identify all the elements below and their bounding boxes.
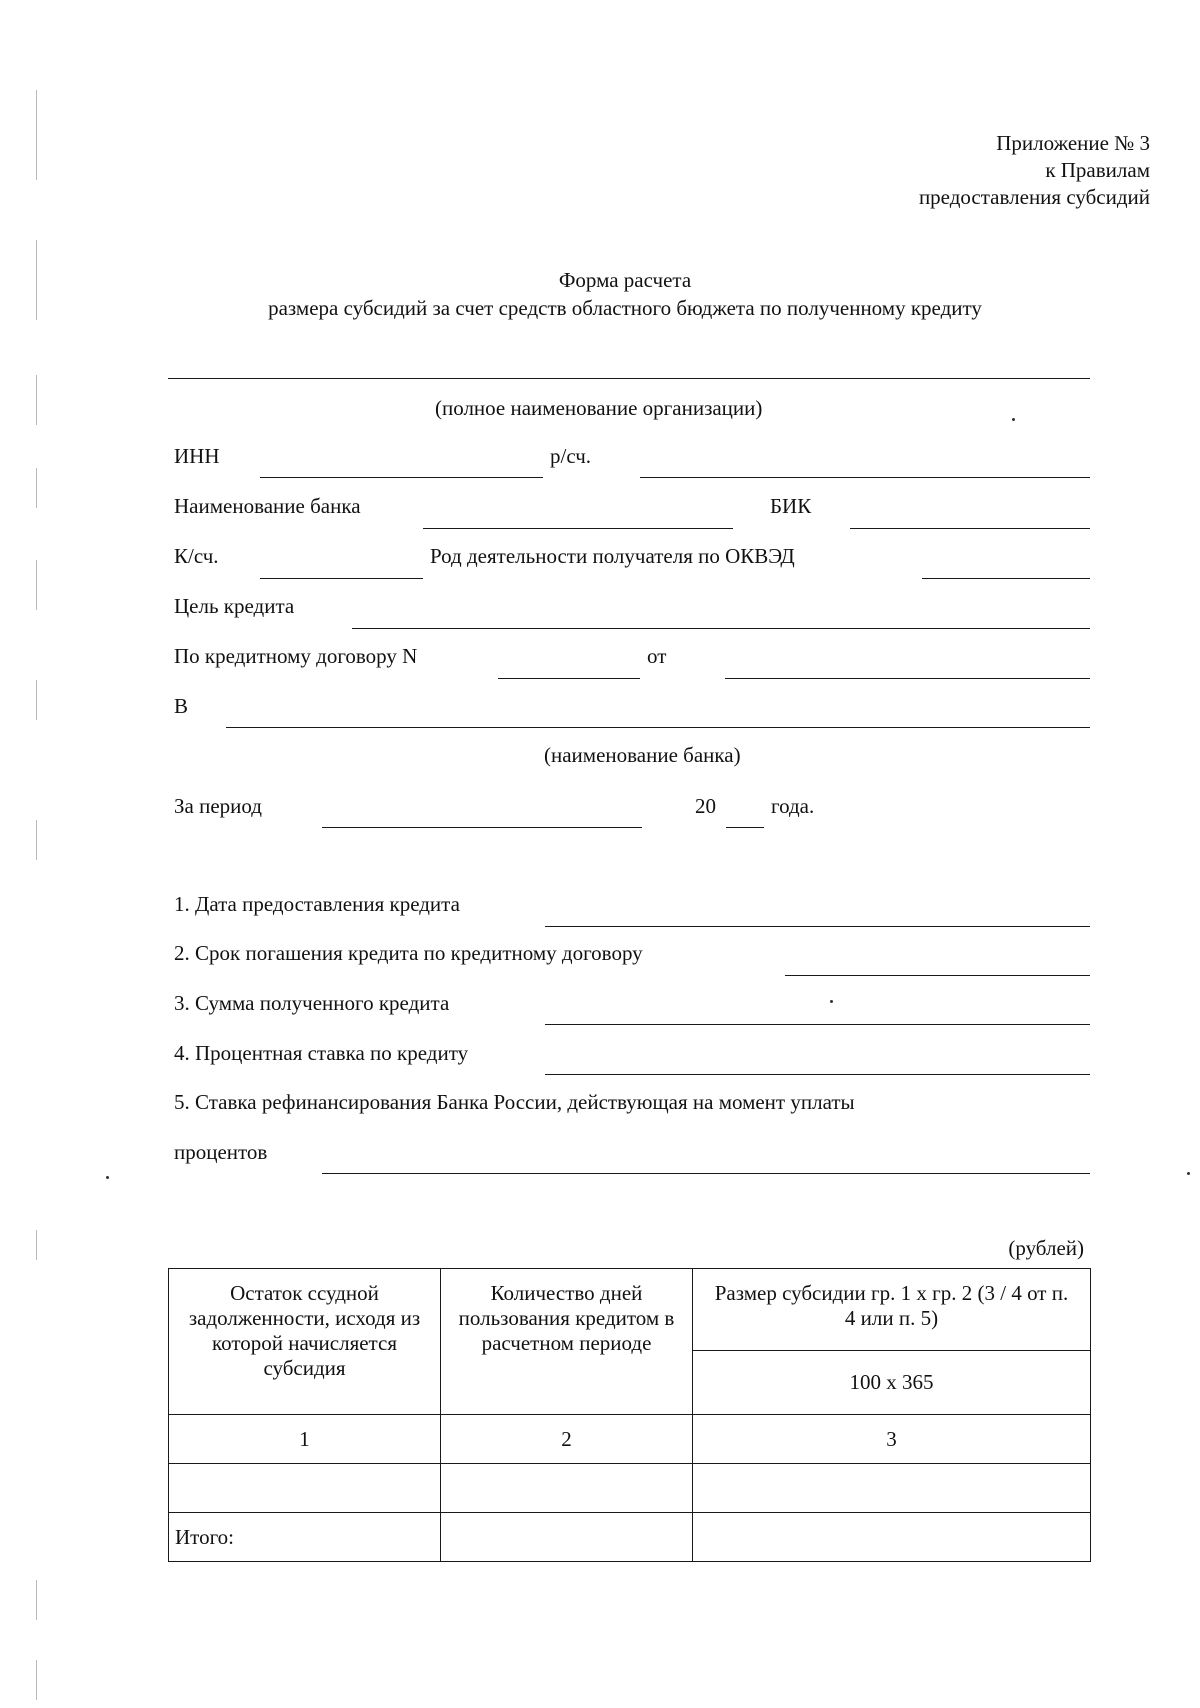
okved-field[interactable]: [922, 578, 1090, 579]
credit-purpose-field[interactable]: [352, 628, 1090, 629]
total-cell-days[interactable]: [441, 1513, 693, 1562]
contract-date-field[interactable]: [725, 678, 1090, 679]
bik-field[interactable]: [850, 528, 1090, 529]
account-field[interactable]: [640, 477, 1090, 478]
data-cell-days[interactable]: [441, 1464, 693, 1513]
scan-artifact: [36, 820, 37, 860]
org-name-field[interactable]: [168, 378, 1090, 379]
data-cell-balance[interactable]: [169, 1464, 441, 1513]
year-prefix: 20: [695, 794, 716, 818]
scan-dot: [1012, 418, 1015, 421]
col-3-header: Размер субсидии гр. 1 х гр. 2 (3 / 4 от п. 4 или п. 5): [693, 1269, 1091, 1351]
col-1-header: Остаток ссудной задолженности, исходя из которой начисляется субсидия: [169, 1269, 441, 1415]
scan-dot: [1187, 1172, 1190, 1175]
scan-artifact: [36, 468, 37, 508]
org-name-caption: (полное наименование организации): [435, 396, 763, 420]
appendix-line-3: предоставления субсидий: [918, 185, 1150, 209]
contract-from-label: от: [647, 644, 667, 668]
item-1-label: 1. Дата предоставления кредита: [174, 892, 460, 916]
scan-artifact: [36, 1580, 37, 1620]
contract-number-field[interactable]: [498, 678, 640, 679]
appendix-reference: [919, 130, 1150, 211]
total-label: Итого:: [169, 1513, 441, 1562]
scan-dot: [830, 1000, 833, 1003]
item-3-label: 3. Сумма полученного кредита: [174, 991, 450, 1015]
item-4-field[interactable]: [545, 1074, 1090, 1075]
period-label: За период: [174, 794, 262, 818]
item-1-field[interactable]: [545, 926, 1090, 927]
form-title: Форма расчета: [558, 268, 692, 292]
scan-dot: [106, 1176, 109, 1179]
item-3-field[interactable]: [545, 1024, 1090, 1025]
in-label: В: [174, 694, 189, 718]
account-label: р/сч.: [550, 444, 592, 468]
total-cell-subsidy[interactable]: [693, 1513, 1091, 1562]
col-1-number: 1: [169, 1415, 441, 1464]
item-5-label: 5. Ставка рефинансирования Банка России, действующая на момент уплаты: [174, 1090, 855, 1114]
scan-artifact: [36, 90, 37, 180]
item-5-label-cont: процентов: [174, 1140, 268, 1164]
form-subtitle: размера субсидий за счет средств областного бюджета по полученному кредиту: [268, 296, 982, 320]
bik-label: БИК: [770, 494, 812, 518]
contract-bank-field[interactable]: [226, 727, 1090, 728]
scan-artifact: [36, 1660, 37, 1700]
scan-artifact: [36, 1230, 37, 1260]
scan-artifact: [36, 680, 37, 720]
col-2-header: Количество дней пользования кредитом в расчетном периоде: [441, 1269, 693, 1415]
okved-label: Род деятельности получателя по ОКВЭД: [430, 544, 795, 568]
corr-account-field[interactable]: [260, 578, 423, 579]
appendix-line-2: к Правилам: [1045, 158, 1150, 182]
contract-label: По кредитному договору N: [174, 644, 418, 668]
units-label: (рублей): [1008, 1236, 1084, 1260]
period-field[interactable]: [322, 827, 642, 828]
item-2-field[interactable]: [785, 975, 1090, 976]
item-4-label: 4. Процентная ставка по кредиту: [174, 1041, 469, 1065]
corr-account-label: К/сч.: [174, 544, 219, 568]
bank-name-label: Наименование банка: [174, 494, 361, 518]
inn-label: ИНН: [174, 444, 220, 468]
scan-artifact: [36, 375, 37, 425]
year-field[interactable]: [726, 827, 764, 828]
credit-purpose-label: Цель кредита: [174, 594, 295, 618]
bank-caption: (наименование банка): [544, 743, 741, 767]
subsidy-table: [168, 1268, 1091, 1562]
item-2-label: 2. Срок погашения кредита по кредитному договору: [174, 941, 643, 965]
inn-field[interactable]: [260, 477, 543, 478]
appendix-line-1: Приложение № 3: [996, 131, 1150, 155]
col-3-denominator: 100 х 365: [693, 1351, 1091, 1415]
data-cell-subsidy[interactable]: [693, 1464, 1091, 1513]
scan-artifact: [36, 560, 37, 610]
year-suffix: года.: [771, 794, 815, 818]
col-3-number: 3: [693, 1415, 1091, 1464]
bank-name-field[interactable]: [423, 528, 733, 529]
col-2-number: 2: [441, 1415, 693, 1464]
item-5-field[interactable]: [322, 1173, 1090, 1174]
